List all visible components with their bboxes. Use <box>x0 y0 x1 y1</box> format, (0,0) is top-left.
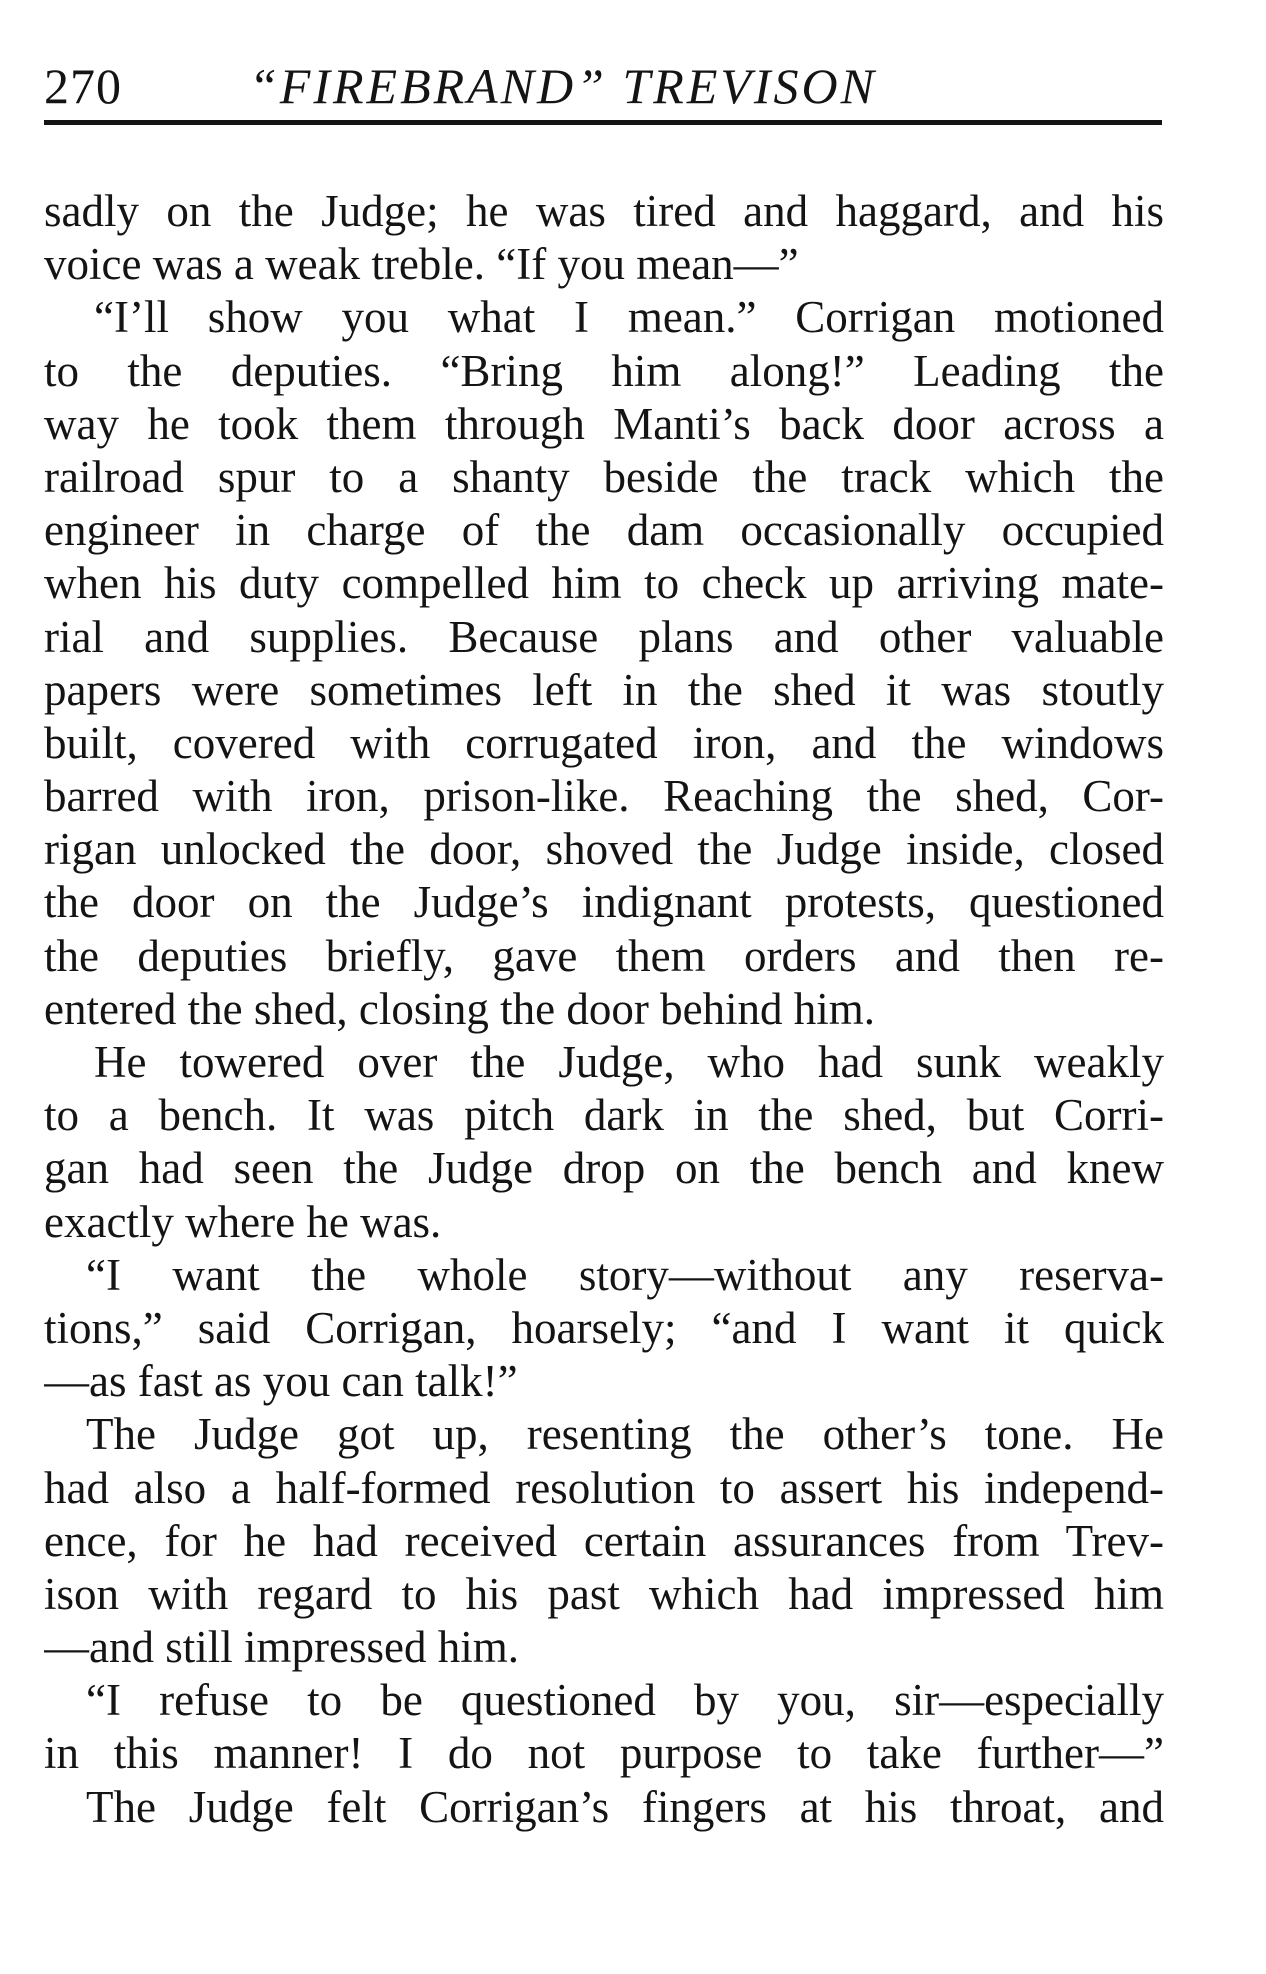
running-head <box>44 58 1164 114</box>
text-line: He towered over the Judge, who had sunk weakly <box>94 1037 1164 1087</box>
text-line: sadly on the Judge; he was tired and haggard, and his <box>44 186 1164 236</box>
text-line: entered the shed, closing the door behind him. <box>44 983 876 1034</box>
book-title: “FIREBRAND” TREVISON <box>249 58 878 114</box>
text-line: tions,” said Corrigan, hoarsely; “and I want it quick <box>44 1302 1164 1353</box>
text-line: “I’ll show you what I mean.” Corrigan motioned <box>94 292 1164 343</box>
text-line: way he took them through Manti’s back door across a <box>44 398 1164 449</box>
text-line: the deputies briefly, gave them orders and then re- <box>44 930 1164 981</box>
text-line: “I refuse to be questioned by you, sir—especially <box>86 1675 1164 1726</box>
text-line: engineer in charge of the dam occasionally occupied <box>44 505 1164 556</box>
text-line: the door on the Judge’s indignant protests, questioned <box>44 877 1164 928</box>
text-line: ison with regard to his past which had impressed him <box>44 1568 1164 1619</box>
book-page <box>44 0 1164 1974</box>
text-line: to the deputies. “Bring him along!” Leading the <box>44 345 1164 396</box>
text-line: The Judge felt Corrigan’s fingers at his throat, and <box>86 1781 1164 1832</box>
text-line: papers were sometimes left in the shed it was stoutly <box>44 664 1164 715</box>
text-line: voice was a weak treble. “If you mean—” <box>44 239 799 290</box>
text-line: when his duty compelled him to check up arriving mate- <box>44 558 1164 609</box>
text-line: ence, for he had received certain assurances from Trev- <box>44 1515 1164 1566</box>
page-number: 270 <box>44 58 122 114</box>
text-line: The Judge got up, resenting the other’s tone. He <box>86 1409 1164 1460</box>
text-line: “I want the whole story—without any reserva- <box>86 1249 1164 1300</box>
text-line: rigan unlocked the door, shoved the Judge inside, closed <box>44 824 1164 875</box>
text-line: gan had seen the Judge drop on the bench and knew <box>44 1143 1164 1194</box>
body-text <box>44 185 1164 1834</box>
text-line: exactly where he was. <box>44 1196 442 1247</box>
text-line: —and still impressed him. <box>44 1622 519 1673</box>
text-line: in this manner! I do not purpose to take further—” <box>44 1728 1164 1779</box>
text-line: rial and supplies. Because plans and other valuable <box>44 611 1164 662</box>
text-line: barred with iron, prison-like. Reaching the shed, Cor- <box>44 771 1164 822</box>
text-line: —as fast as you can talk!” <box>44 1356 518 1407</box>
text-line: railroad spur to a shanty beside the track which the <box>44 451 1164 502</box>
text-line: built, covered with corrugated iron, and the windows <box>44 717 1164 768</box>
text-line: to a bench. It was pitch dark in the shed, but Corri- <box>44 1090 1164 1141</box>
text-line: had also a half-formed resolution to assert his independ- <box>44 1462 1164 1513</box>
header-rule <box>44 120 1162 125</box>
